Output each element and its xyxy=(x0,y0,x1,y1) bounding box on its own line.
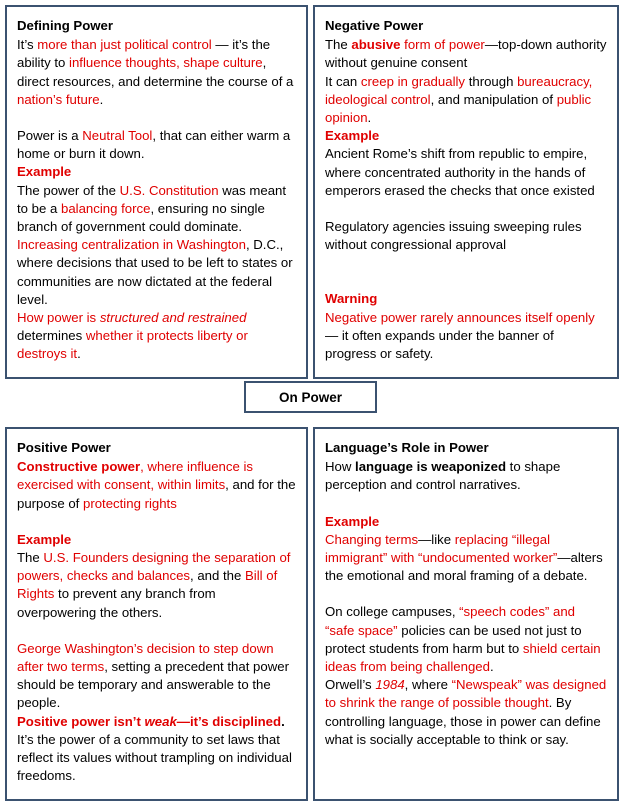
highlight: Changing terms xyxy=(325,531,419,547)
highlight: , where influence is exercised with consent, xyxy=(17,459,253,493)
founders-example xyxy=(17,549,296,622)
highlight: Bill of Rights xyxy=(17,568,278,602)
negative-power-panel xyxy=(313,5,619,379)
text: How xyxy=(325,459,356,475)
community-text: It’s the power of a community to set laws that reflect its values without trampling on individual freedoms. xyxy=(17,731,292,784)
on-power-label: On Power xyxy=(244,381,377,413)
campus-example xyxy=(325,603,607,676)
language-power-title: Language’s Role in Power xyxy=(325,440,489,455)
highlight-italic: structured and restrained xyxy=(99,310,247,326)
highlight: within limits xyxy=(157,477,226,493)
text: . xyxy=(367,110,372,126)
defining-power-panel xyxy=(5,5,308,379)
text: —top-down authority without genuine consent xyxy=(325,37,607,71)
text: —alters the emotional and moral framing of a debate. xyxy=(325,550,603,584)
text: , D.C., where decisions that used to be left to states or communities are now dictated at the federal level. xyxy=(17,237,293,307)
text: was meant to be a xyxy=(17,182,287,216)
defining-power-intro xyxy=(17,36,296,109)
language-power-panel xyxy=(313,427,619,801)
italic-text: weak xyxy=(144,713,177,729)
text: , and the xyxy=(190,568,246,584)
disciplined-text xyxy=(17,713,296,731)
negative-power-title: Negative Power xyxy=(325,18,424,33)
highlight: creep in gradually xyxy=(360,73,466,89)
text: The xyxy=(325,37,352,53)
text: policies can be used not just to protect students from harm but to xyxy=(325,622,582,656)
negative-power-intro xyxy=(325,36,607,72)
example-label: Example xyxy=(325,513,380,529)
highlight: more than just political control xyxy=(37,37,212,53)
text: . By controlling language, those in power can define what is socially acceptable to think or say. xyxy=(325,695,601,747)
text: , ensuring no single branch of government could dominate. xyxy=(17,200,265,235)
warning-label: Warning xyxy=(325,291,378,307)
text: , setting a precedent that power should be temporary and answerable to the people. xyxy=(17,659,289,711)
highlight: whether it protects liberty or destroys it xyxy=(17,328,248,362)
text: through xyxy=(465,73,518,89)
highlight: “speech codes” and “safe space” xyxy=(325,604,575,638)
positive-power-intro xyxy=(17,458,296,513)
washington-example xyxy=(17,640,296,713)
highlight: protecting rights xyxy=(82,495,177,511)
highlight: How power is xyxy=(17,310,100,326)
warning-text xyxy=(325,309,607,364)
highlight: George Washington’s decision to step down after two terms xyxy=(17,640,274,675)
text: Power is a xyxy=(17,128,83,144)
highlight-bold: Constructive power xyxy=(17,459,141,475)
positive-power-panel xyxy=(5,427,308,801)
highlight: U.S. Founders designing the separation of powers, checks and balances xyxy=(17,550,291,584)
highlight: U.S. Constitution xyxy=(119,182,219,198)
text: , and manipulation of xyxy=(430,91,557,107)
text: On college campuses, xyxy=(325,604,460,620)
text: . xyxy=(281,713,285,729)
highlight: “Newspeak” was designed to shrink the range of possible thought xyxy=(325,677,607,711)
text: . xyxy=(77,346,81,362)
highlight: nation’s future xyxy=(17,91,100,107)
text: to prevent any branch from overpowering the others. xyxy=(17,586,216,620)
rome-example: Ancient Rome’s shift from republic to empire, where concentrated authority in the hands of emperors erased the checks that once existed xyxy=(325,146,595,198)
text: , and for the purpose of xyxy=(17,477,296,511)
text: —it’s disciplined xyxy=(176,713,282,729)
creep-in-text xyxy=(325,73,607,128)
highlight-bold: abusive xyxy=(351,37,401,53)
text: determines xyxy=(17,328,86,344)
text: , that can either warm a home or burn it down. xyxy=(17,128,291,162)
highlight: balancing force xyxy=(61,200,151,216)
defining-power-title: Defining Power xyxy=(17,18,113,33)
text: —like xyxy=(418,531,455,547)
text: — it often expands under the banner of progress or safety. xyxy=(325,327,554,362)
constitution-example xyxy=(17,182,296,237)
example-label: Example xyxy=(325,128,380,144)
highlight: influence thoughts, shape culture xyxy=(69,55,263,71)
text: to shape perception and control narratives. xyxy=(325,459,561,493)
structured-restrained-text xyxy=(17,309,296,364)
text: , direct resources, and determine the course of a xyxy=(17,55,294,89)
bold-text: language is weaponized xyxy=(355,459,507,475)
orwell-example xyxy=(325,676,607,749)
highlight: Increasing centralization in Washington xyxy=(17,237,246,253)
text: The power of the xyxy=(17,182,120,198)
text: It’s xyxy=(17,37,38,53)
example-label: Example xyxy=(17,164,72,180)
text: Orwell’s xyxy=(325,677,376,693)
text: It can xyxy=(325,73,361,89)
text: . xyxy=(489,659,494,675)
highlight: shield certain ideas from being challenged xyxy=(325,640,601,675)
text: — it’s the ability to xyxy=(17,37,271,71)
positive-power-title: Positive Power xyxy=(17,440,111,455)
text: The xyxy=(17,550,44,566)
highlight-italic: 1984 xyxy=(375,677,405,693)
highlight: bureaucracy, ideological control xyxy=(325,73,593,107)
example-label: Example xyxy=(17,531,72,547)
highlight: Neutral Tool xyxy=(82,128,153,144)
highlight: public opinion xyxy=(325,91,592,126)
text: Positive power isn’t xyxy=(17,713,145,729)
regulatory-example: Regulatory agencies issuing sweeping rules without congressional approval xyxy=(325,219,582,253)
text: , where xyxy=(404,677,452,693)
changing-terms-example xyxy=(325,531,607,586)
centralization-example xyxy=(17,236,296,309)
highlight: replacing “illegal immigrant” with “undocumented worker” xyxy=(325,531,558,566)
neutral-tool-text xyxy=(17,127,296,163)
highlight: form of power xyxy=(400,37,485,53)
language-intro xyxy=(325,458,607,494)
highlight: Negative power rarely announces itself openly xyxy=(325,309,595,325)
text: . xyxy=(99,91,104,107)
